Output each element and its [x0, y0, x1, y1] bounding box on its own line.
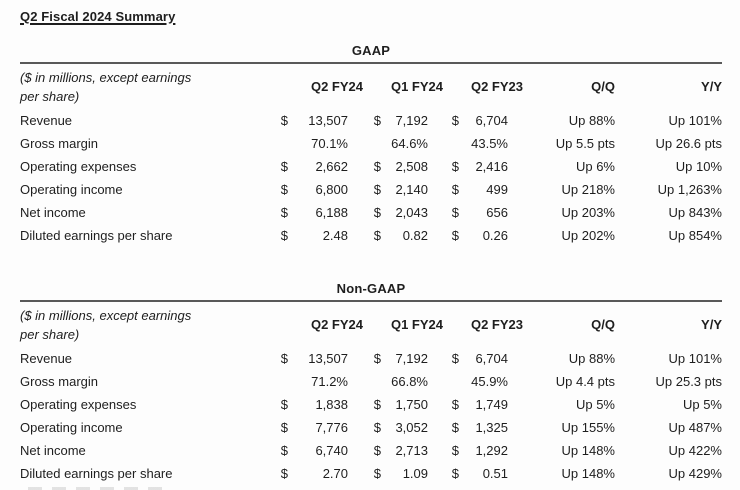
row-label: Operating income: [20, 420, 123, 435]
value-q1fy24: 7,192: [395, 351, 428, 366]
value-qoq: Up 5%: [575, 397, 615, 412]
row-label: Net income: [20, 443, 86, 458]
header-row: [20, 302, 722, 347]
currency-symbol-q2fy23: [443, 370, 459, 393]
value-q1fy24: 2,043: [395, 205, 428, 220]
gaap-table: [20, 43, 722, 247]
table-row: [20, 201, 722, 224]
value-qoq: Up 155%: [561, 420, 615, 435]
column-header-q1fy24: Q1 FY24: [390, 79, 443, 94]
table-row: [20, 224, 722, 247]
value-yoy: Up 26.6 pts: [655, 136, 722, 151]
value-qoq: Up 202%: [561, 228, 615, 243]
value-qoq: Up 218%: [561, 182, 615, 197]
table-row: [20, 416, 722, 439]
value-q2fy23: 0.51: [482, 466, 508, 481]
header-row: [20, 64, 722, 109]
currency-symbol-q1fy24: $: [373, 466, 381, 481]
value-q2fy24: 70.1%: [311, 136, 348, 151]
value-q1fy24: 7,192: [395, 113, 428, 128]
value-yoy: Up 10%: [675, 159, 722, 174]
value-q2fy24: 6,188: [315, 205, 348, 220]
value-q2fy23: 43.5%: [471, 136, 508, 151]
row-label: Operating income: [20, 182, 123, 197]
value-q2fy23: 1,749: [475, 397, 508, 412]
currency-symbol-q2fy24: $: [280, 397, 288, 412]
column-header-yoy: Y/Y: [701, 79, 722, 94]
value-q1fy24: 3,052: [395, 420, 428, 435]
gaap-data-table: [20, 64, 722, 247]
value-yoy: Up 101%: [668, 113, 722, 128]
currency-symbol-q1fy24: $: [373, 420, 381, 435]
value-q2fy24: 2,662: [315, 159, 348, 174]
value-q1fy24: 2,508: [395, 159, 428, 174]
value-q2fy24: 13,507: [308, 351, 348, 366]
currency-symbol-q1fy24: $: [373, 182, 381, 197]
column-header-q2fy23: Q2 FY23: [470, 317, 523, 332]
currency-symbol-q1fy24: $: [373, 113, 381, 128]
currency-symbol-q2fy24: $: [280, 205, 288, 220]
value-qoq: Up 6%: [575, 159, 615, 174]
currency-symbol-q1fy24: [363, 370, 381, 393]
column-header-yoy: Y/Y: [701, 317, 722, 332]
currency-symbol-q2fy23: $: [451, 420, 459, 435]
value-yoy: Up 5%: [682, 397, 722, 412]
value-qoq: Up 148%: [561, 443, 615, 458]
page-title: Q2 Fiscal 2024 Summary: [20, 9, 176, 24]
table-row: [20, 462, 722, 485]
value-q2fy23: 1,325: [475, 420, 508, 435]
value-yoy: Up 422%: [668, 443, 722, 458]
non-gaap-data-table: [20, 302, 722, 485]
non-gaap-table-title: Non-GAAP: [336, 281, 406, 296]
value-q1fy24: 66.8%: [391, 374, 428, 389]
currency-symbol-q2fy23: $: [451, 113, 459, 128]
currency-symbol-q2fy23: $: [451, 228, 459, 243]
column-header-q2fy23: Q2 FY23: [470, 79, 523, 94]
non-gaap-table: [20, 281, 722, 485]
gaap-table-title: GAAP: [351, 43, 391, 58]
table-row: [20, 132, 722, 155]
value-yoy: Up 429%: [668, 466, 722, 481]
currency-symbol-q2fy24: [258, 370, 288, 393]
currency-symbol-q1fy24: $: [373, 228, 381, 243]
currency-symbol-q2fy24: $: [280, 420, 288, 435]
value-qoq: Up 203%: [561, 205, 615, 220]
column-header-q1fy24: Q1 FY24: [390, 317, 443, 332]
value-q2fy23: 1,292: [475, 443, 508, 458]
value-q2fy24: 13,507: [308, 113, 348, 128]
table-row: [20, 393, 722, 416]
units-note-line1: ($ in millions, except earnings: [20, 69, 192, 85]
value-q2fy24: 71.2%: [311, 374, 348, 389]
value-yoy: Up 25.3 pts: [655, 374, 722, 389]
table-row: [20, 155, 722, 178]
currency-symbol-q2fy23: $: [451, 205, 459, 220]
value-q1fy24: 64.6%: [391, 136, 428, 151]
currency-symbol-q2fy24: $: [280, 228, 288, 243]
value-qoq: Up 88%: [568, 351, 615, 366]
row-label: Revenue: [20, 113, 73, 128]
row-label: Gross margin: [20, 374, 99, 389]
row-label: Diluted earnings per share: [20, 228, 173, 243]
currency-symbol-q2fy24: $: [280, 182, 288, 197]
currency-symbol-q2fy23: $: [451, 351, 459, 366]
value-q1fy24: 2,140: [395, 182, 428, 197]
row-label: Net income: [20, 205, 86, 220]
value-yoy: Up 487%: [668, 420, 722, 435]
table-row: [20, 109, 722, 132]
row-label: Gross margin: [20, 136, 99, 151]
currency-symbol-q2fy23: [443, 132, 459, 155]
table-row: [20, 370, 722, 393]
table-row: [20, 439, 722, 462]
table-row: [20, 178, 722, 201]
value-q2fy24: 6,800: [315, 182, 348, 197]
value-q2fy23: 6,704: [475, 351, 508, 366]
value-q2fy23: 499: [486, 182, 508, 197]
currency-symbol-q2fy23: $: [451, 466, 459, 481]
value-q2fy24: 2.70: [322, 466, 348, 481]
units-note: [20, 302, 258, 347]
currency-symbol-q2fy23: $: [451, 159, 459, 174]
value-qoq: Up 148%: [561, 466, 615, 481]
currency-symbol-q1fy24: $: [373, 351, 381, 366]
currency-symbol-q1fy24: $: [373, 397, 381, 412]
currency-symbol-q1fy24: $: [373, 443, 381, 458]
value-qoq: Up 88%: [568, 113, 615, 128]
currency-symbol-q2fy24: $: [280, 351, 288, 366]
value-q2fy23: 2,416: [475, 159, 508, 174]
row-label: Revenue: [20, 351, 73, 366]
value-yoy: Up 843%: [668, 205, 722, 220]
currency-symbol-q2fy24: $: [280, 159, 288, 174]
value-q2fy24: 2.48: [322, 228, 348, 243]
units-note-line1: ($ in millions, except earnings: [20, 307, 192, 323]
value-q2fy24: 7,776: [315, 420, 348, 435]
column-header-qoq: Q/Q: [591, 79, 615, 94]
value-q1fy24: 0.82: [402, 228, 428, 243]
value-q2fy24: 6,740: [315, 443, 348, 458]
units-note-line2: per share): [20, 88, 80, 104]
currency-symbol-q2fy23: $: [451, 182, 459, 197]
currency-symbol-q2fy23: $: [451, 397, 459, 412]
value-yoy: Up 854%: [668, 228, 722, 243]
table-row: [20, 347, 722, 370]
currency-symbol-q1fy24: [363, 132, 381, 155]
value-q1fy24: 1.09: [402, 466, 428, 481]
value-q2fy23: 45.9%: [471, 374, 508, 389]
column-header-qoq: Q/Q: [591, 317, 615, 332]
currency-symbol-q1fy24: $: [373, 205, 381, 220]
units-note-line2: per share): [20, 326, 80, 342]
value-q2fy23: 0.26: [482, 228, 508, 243]
value-qoq: Up 4.4 pts: [555, 374, 615, 389]
value-q2fy24: 1,838: [315, 397, 348, 412]
currency-symbol-q2fy24: $: [280, 466, 288, 481]
currency-symbol-q2fy23: $: [451, 443, 459, 458]
value-yoy: Up 101%: [668, 351, 722, 366]
currency-symbol-q2fy24: [258, 132, 288, 155]
units-note: [20, 64, 258, 109]
value-yoy: Up 1,263%: [657, 182, 722, 197]
value-q1fy24: 2,713: [395, 443, 428, 458]
currency-symbol-q1fy24: $: [373, 159, 381, 174]
currency-symbol-q2fy24: $: [280, 113, 288, 128]
row-label: Diluted earnings per share: [20, 466, 173, 481]
column-header-q2fy24: Q2 FY24: [310, 79, 363, 94]
column-header-q2fy24: Q2 FY24: [310, 317, 363, 332]
row-label: Operating expenses: [20, 397, 137, 412]
row-label: Operating expenses: [20, 159, 137, 174]
value-q2fy23: 6,704: [475, 113, 508, 128]
currency-symbol-q2fy24: $: [280, 443, 288, 458]
value-q2fy23: 656: [486, 205, 508, 220]
value-q1fy24: 1,750: [395, 397, 428, 412]
value-qoq: Up 5.5 pts: [555, 136, 615, 151]
